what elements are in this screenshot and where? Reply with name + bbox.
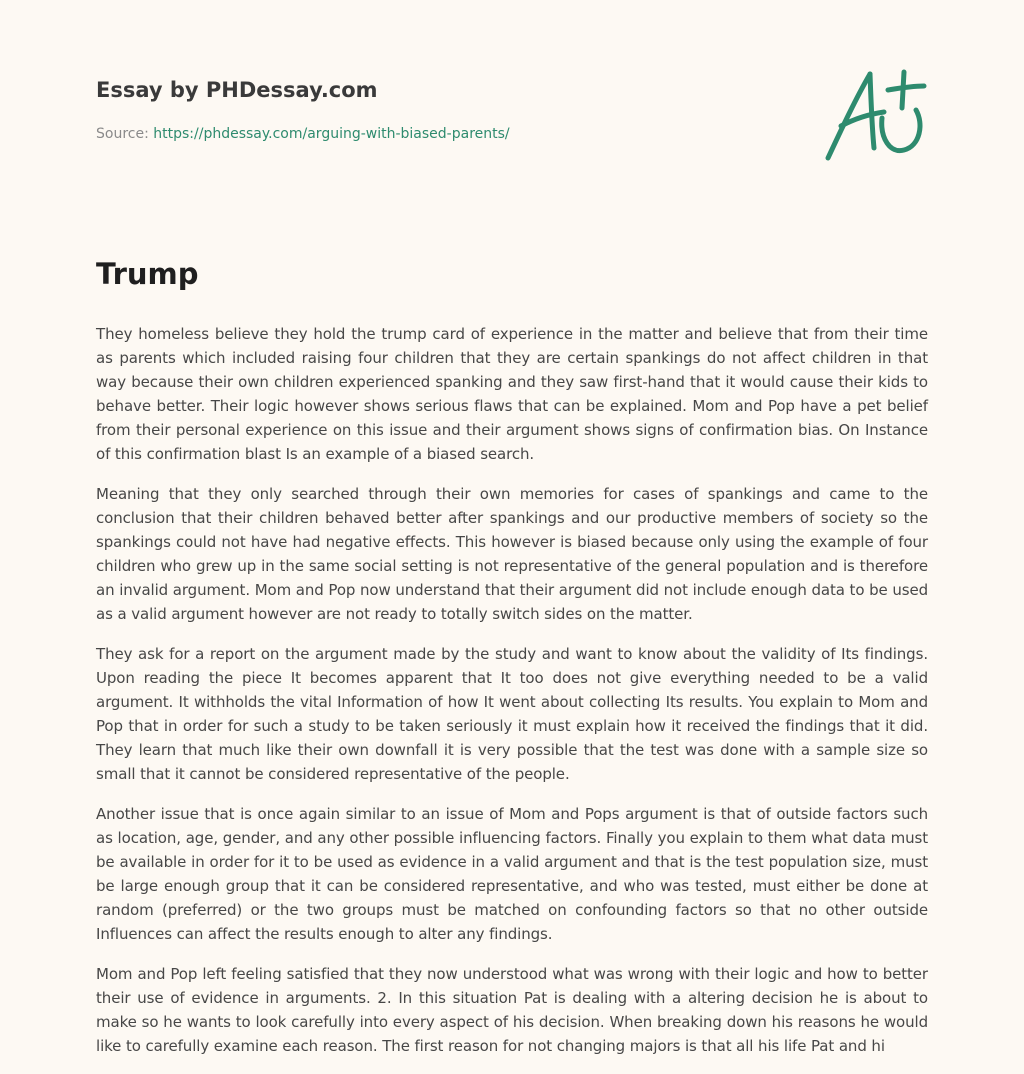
essay-paragraph: They homeless believe they hold the trump card of experience in the matter and believe that from their time as parents which included raising four children that they are certain spankings do not affect children in that way because their own children experienced spanking and they saw first-hand that it would cause their kids to behave better. Their logic however shows serious flaws that can be explained. Mom and Pop have a pet belief from their personal experience on this issue and their argument shows signs of confirmation bias. On Instance of this confirmation blast Is an example of a biased search. — [96, 325, 928, 463]
essay-paragraph: They ask for a report on the argument made by the study and want to know about the validity of Its findings. Upon reading the piece It becomes apparent that It too does not give everything needed to be a valid argument. It withholds the vital Information of how It went about collecting Its results. You explain to Mom and Pop that in order for such a study to be taken seriously it must explain how it received the findings that it did. They learn that much like their own downfall it is very possible that the test was done with a sample size so small that it cannot be considered representative of the people. — [96, 645, 928, 783]
essay-paragraph: Another issue that is once again similar to an issue of Mom and Pops argument is that of outside factors such as location, age, gender, and any other possible influencing factors. Finally you explain to them what data must be available in order for it to be used as evidence in a valid argument and that is the test population size, must be large enough group that it can be considered representative, and who was tested, must either be done at random (preferred) or the two groups must be matched on confounding factors so that no other outside Influences can affect the results enough to alter any findings. — [96, 805, 928, 943]
site-brand: Essay by PHDessay.com — [96, 78, 378, 102]
essay-paragraph: Meaning that they only searched through their own memories for cases of spankings and came to the conclusion that their children behaved better after spankings and our productive members of society so the spankings could not have had negative effects. This however is biased because only using the example of four children who grew up in the same social setting is not representative of the general population and is therefore an invalid argument. Mom and Pop now understand that their argument did not include enough data to be used as a valid argument however are not ready to totally switch sides on the matter. — [96, 485, 928, 623]
source-link[interactable]: https://phdessay.com/arguing-with-biased-parents/ — [153, 126, 510, 142]
essay-title: Trump — [96, 257, 199, 291]
page-header — [96, 0, 928, 200]
essay-paragraph: Mom and Pop left feeling satisfied that they now understood what was wrong with their logic and how to better their use of evidence in arguments. 2. In this situation Pat is dealing with a altering decision he is about to make so he wants to look carefully into every aspect of his decision. When breaking down his reasons he would like to carefully examine each reason. The first reason for not changing majors is that all his life Pat and hi — [96, 965, 928, 1055]
a-plus-grade-icon — [824, 66, 928, 166]
source-line — [96, 124, 510, 144]
essay-body — [96, 252, 928, 1074]
source-label: Source: — [96, 126, 149, 142]
